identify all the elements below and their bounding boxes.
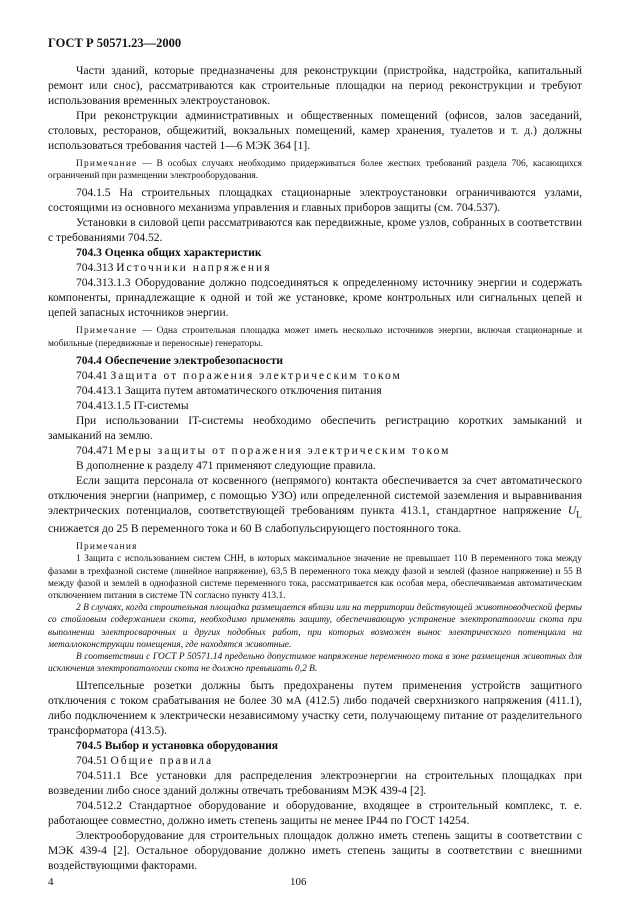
note-label: Примечание [76, 326, 138, 337]
subsection-heading [48, 754, 582, 769]
paragraph: В дополнение к разделу 471 применяют следующие правила. [76, 459, 376, 472]
heading-number: 704.51 [76, 755, 111, 768]
heading-text: Общие правила [110, 755, 214, 768]
section-heading: 704.5 Выбор и установка оборудования [76, 740, 279, 753]
heading-text: Защита от поражения электрическим током [110, 369, 402, 382]
document-body [48, 64, 582, 874]
standard-header: ГОСТ Р 50571.23—2000 [48, 36, 182, 50]
note-item: В соответствии с ГОСТ Р 50571.14 предельно допустимое напряжение переменного тока в зоне размещения животных для исключения электропатологии скота не должно превышать 0,2 В. [48, 651, 582, 675]
voltage-symbol: U [567, 504, 577, 517]
subsection-heading [48, 369, 582, 384]
note [48, 325, 582, 349]
paragraph: 704.1.5 На строительных площадках стационарные электроустановки ограничиваются узлами, состоящими из основного механизма управления и главных приборов защиты (см. 704.537). [48, 187, 582, 215]
heading-number: 704.313 [76, 262, 117, 275]
notes-title: Примечания [76, 542, 138, 553]
paragraph: 704.313.1.3 Оборудование должно подсоединяться к определенному источнику энергии и содержать компоненты, принадлежащие к одной и той же установке, кроме контрольных или сигнальных цепей и цепей запасных источников энергии. [48, 277, 582, 320]
paragraph [48, 474, 582, 537]
note-text: — В особых случаях необходимо придерживаться более жестких требований раздела 706, касающихся ограничений при размещении электрооборудования. [48, 159, 582, 182]
paragraph: 704.511.1 Все установки для распределения электроэнергии на строительных площадках при возведении либо сносе зданий должны отвечать требованиям МЭК 439-4 [2]. [48, 770, 582, 798]
note [48, 158, 582, 182]
paragraph: Установки в силовой цепи рассматриваются как передвижные, кроме узлов, собранных в соответствии с требованиями 704.52. [48, 217, 582, 245]
paragraph: 704.512.2 Стандартное оборудование и оборудование, входящее в строительный комплекс, т. е. работающее совместно, должно иметь степень защиты не менее IP44 по ГОСТ 14254. [48, 800, 582, 828]
heading-number: 704.41 [76, 369, 111, 382]
paragraph: Электрооборудование для строительных площадок должно иметь степень защиты в соответствии с МЭК 439-4 [2]. Остальное оборудование должно иметь степень защиты в соответствии с внешними воздействующими факторами. [48, 830, 582, 873]
subsection-heading [48, 444, 582, 459]
paragraph: При использовании IT-системы необходимо обеспечить регистрацию коротких замыканий и замыканий на землю. [48, 414, 582, 442]
section-heading: 704.4 Обеспечение электробезопасности [76, 354, 284, 367]
note-label: Примечание [76, 159, 138, 169]
note-item: 2 В случаях, когда строительная площадка размещается вблизи или на территории действующей животноводческой фермы со стойловым содержанием скота, необходимо применять защиту, обеспечивающую устранение электропатологии скота при выполнении электросварочных и других подобных работ, при которых возможен вынос электрического потенциала на металлоконструкции помещения, где находятся животные. [48, 603, 582, 650]
heading-text: Источники напряжения [116, 262, 272, 275]
voltage-subscript: L [576, 509, 582, 521]
section-heading: 704.3 Оценка общих характеристик [76, 247, 262, 260]
subsection-heading: 704.413.1 Защита путем автоматического отключения питания [76, 384, 382, 397]
note-item: 1 Защита с использованием систем СНН, в которых максимальное значение не превышает 110 В переменного тока между фазами в трехфазной системе (линейное напряжение), 63,5 В переменного тока между фазой и землей (фазное напряжение) и 55 В между фазой и землей в однофазной системе переменного тока, рассматривается как особая мера, обеспечиваемая автоматическим отключением питания в системе TN согласно пункту 413.1. [48, 554, 582, 601]
subsection-heading: 704.413.1.5 IT-системы [76, 399, 189, 412]
heading-text: Меры защиты от поражения электрическим током [116, 444, 451, 457]
heading-number: 704.471 [76, 444, 117, 457]
paragraph: При реконструкции административных и общественных помещений (офисов, залов заседаний, столовых, ресторанов, общежитий, вокзальных помещений, камер хранения, туалетов и т. д.) должны использоваться требования частей 1—6 МЭК 364 [1]. [48, 110, 582, 152]
page-number: 106 [290, 876, 307, 888]
paragraph-text: Если защита персонала от косвенного (непрямого) контакта обеспечивается за счет автоматического отключения энергии (например, с помощью УЗО) или определенной системой заземления и выравнивания электрических потенциалов, соответствующей требованиям пункта 413.1, стандартное напряжение [48, 474, 582, 517]
paragraph: Части зданий, которые предназначены для реконструкции (пристройка, надстройка, капитальный ремонт или снос), рассматриваются как строительные площадки на период реконструкции и требуют использования временных электроустановок. [48, 65, 582, 107]
footer-left-number: 4 [48, 876, 54, 888]
paragraph-text: снижается до 25 В переменного тока и 60 В слабопульсирующего постоянного тока. [48, 523, 462, 536]
subsection-heading [48, 261, 582, 276]
paragraph: Штепсельные розетки должны быть предохранены путем применения устройств защитного отключения с током срабатывания не более 30 мА (412.5) либо подачей сверхнизкого напряжения (411.1), либо подключением к электрически независимому участку сети, получающему питание от разделительного трансформатора (413.5). [48, 680, 582, 738]
note-text: — Одна строительная площадка может иметь несколько источников энергии, включая стационарные и мобильные (передвижные и переносные) генераторы. [48, 326, 582, 349]
